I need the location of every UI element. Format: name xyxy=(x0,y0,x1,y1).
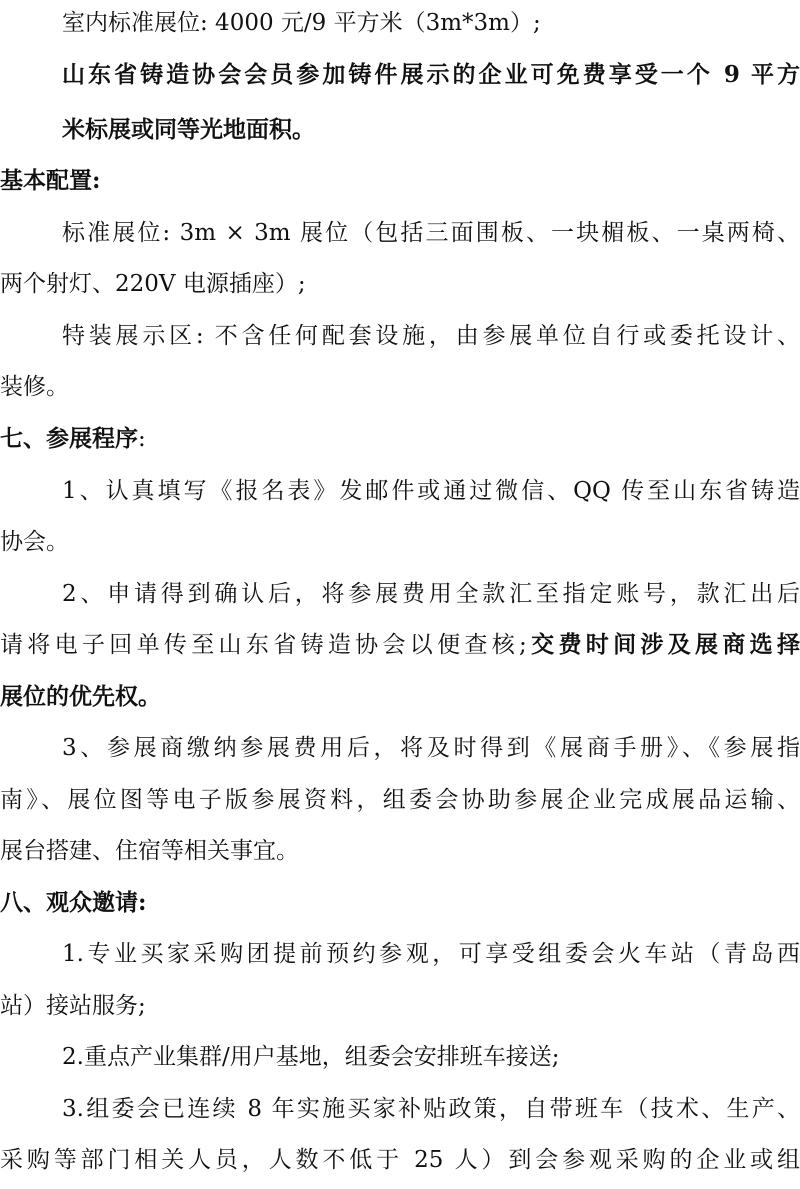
section7-heading xyxy=(0,410,800,468)
booth-price-line: 室内标准展位: 4000 元/9 平方米（3m*3m）; xyxy=(62,10,541,36)
section8-item1-line-1: 1.专业买家采购团提前预约参观，可享受组委会火车站（青岛西 xyxy=(62,941,800,967)
section8-item2-line-1: 2.重点产业集群/用户基地，组委会安排班车接送; xyxy=(62,1044,560,1070)
section7-item1-line-2: 协会。 xyxy=(0,529,69,555)
section7-item1-line-1: 1、认真填写《报名表》发邮件或通过微信、QQ 传至山东省铸造 xyxy=(62,478,800,504)
standard-booth-line-2: 两个射灯、220V 电源插座）; xyxy=(0,271,306,297)
member-benefit-line-2: 米标展或同等光地面积。 xyxy=(62,116,315,143)
special-area-line-1: 特装展示区: 不含任何配套设施，由参展单位自行或委托设计、 xyxy=(62,323,800,349)
section8-heading: 八、观众邀请: xyxy=(0,889,147,916)
section7-item2-line-3: 展位的优先权。 xyxy=(0,683,161,710)
section8-item3-line-1: 3.组委会已连续 8 年实施买家补贴政策，自带班车（技术、生产、 xyxy=(62,1096,800,1122)
basic-config-heading: 基本配置: xyxy=(0,167,101,194)
section7-heading-colon: : xyxy=(138,426,146,452)
section7-item2-line-2-bold: 交费时间涉及展商选择 xyxy=(526,631,800,658)
section8-item1-line-2: 站）接站服务; xyxy=(0,993,146,1019)
member-benefit-line-1: 山东省铸造协会会员参加铸件展示的企业可免费享受一个 9 平方 xyxy=(62,61,800,88)
section7-item3-line-3: 展台搭建、住宿等相关事宜。 xyxy=(0,838,299,864)
section7-item2-line-1: 2、申请得到确认后，将参展费用全款汇至指定账号，款汇出后 xyxy=(62,581,800,607)
section7-item2-line-2-normal: 请将电子回单传至山东省铸造协会以便查核; xyxy=(0,632,527,658)
section7-item3-line-1: 3、参展商缴纳参展费用后，将及时得到《展商手册》、《参展指 xyxy=(62,735,800,761)
section8-item3-line-2: 采购等部门相关人员，人数不低于 25 人）到会参观采购的企业或组 xyxy=(0,1147,800,1173)
standard-booth-line-1: 标准展位: 3m × 3m 展位（包括三面围板、一块楣板、一桌两椅、 xyxy=(62,220,800,246)
special-area-line-2: 装修。 xyxy=(0,374,69,400)
section7-item3-line-2: 南》、展位图等电子版参展资料，组委会协助参展企业完成展品运输、 xyxy=(0,787,800,813)
section7-item2-line-2 xyxy=(0,616,800,674)
section7-heading-text: 七、参展程序 xyxy=(0,425,138,452)
